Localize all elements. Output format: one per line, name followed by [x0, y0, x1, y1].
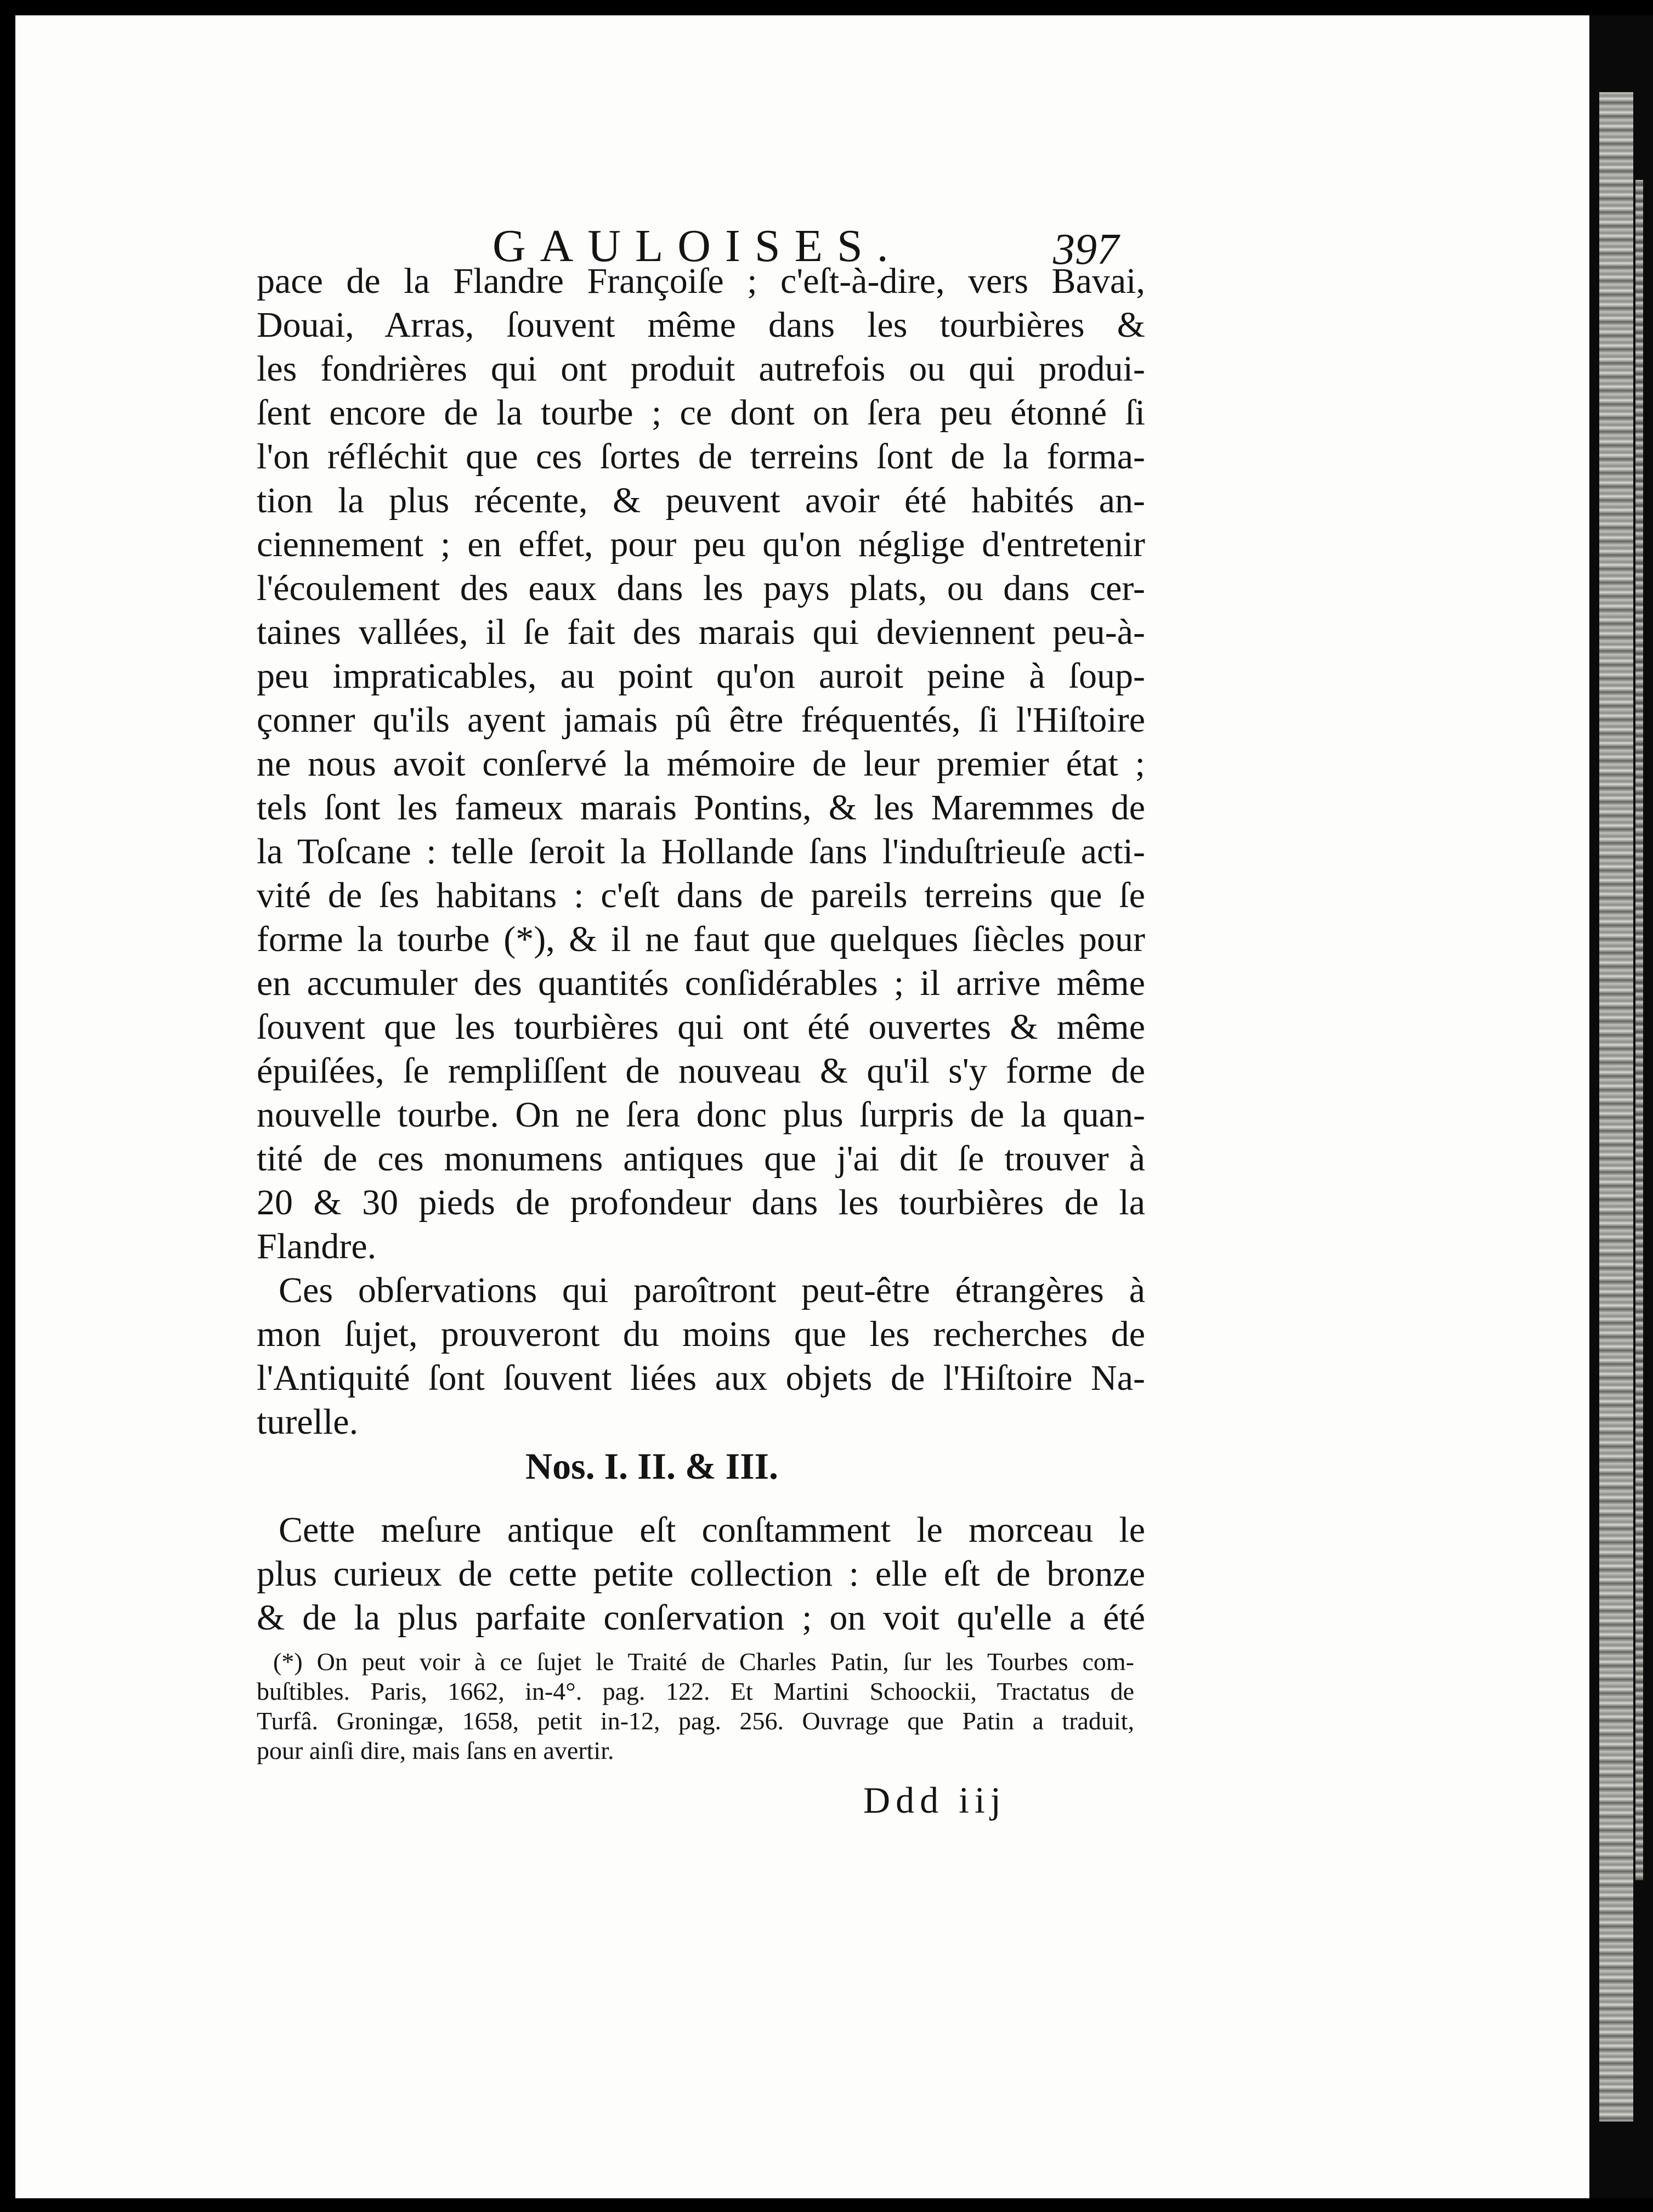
- page-edge-strip: [1635, 180, 1643, 1880]
- body-line: taines vallées, il ſe fait des marais qui deviennent peu-à-: [257, 612, 1145, 652]
- body-line: turelle.: [257, 1402, 359, 1442]
- book-page: [15, 15, 1589, 2198]
- section-line: & de la plus parfaite conſervation ; on voit qu'elle a été: [257, 1598, 1145, 1638]
- body-line: nouvelle tourbe. On ne ſera donc plus ſurpris de la quan-: [257, 1095, 1145, 1135]
- footnote-line: pour ainſi dire, mais ſans en avertir.: [257, 1736, 614, 1764]
- body-line: Ces obſervations qui paroîtront peut-être étrangères à: [279, 1270, 1145, 1310]
- page-number: 397: [1053, 225, 1119, 274]
- running-title: GAULOISES.: [492, 220, 903, 271]
- body-line: pace de la Flandre Françoiſe ; c'eſt-à-dire, vers Bavai,: [257, 261, 1145, 301]
- body-line: forme la tourbe (*), & il ne faut que quelques ſiècles pour: [257, 919, 1145, 959]
- body-line: l'Antiquité ſont ſouvent liées aux objets de l'Hiſtoire Na-: [257, 1358, 1145, 1398]
- signature-mark: Ddd iij: [863, 1779, 1006, 1821]
- footnote-line: (*) On peut voir à ce ſujet le Traité de Charles Patin, ſur les Tourbes com-: [273, 1648, 1134, 1676]
- body-line: épuiſées, ſe rempliſſent de nouveau & qu'il s'y forme de: [257, 1051, 1145, 1091]
- body-line: l'écoulement des eaux dans les pays plats, ou dans cer-: [257, 568, 1145, 608]
- body-line: 20 & 30 pieds de profondeur dans les tourbières de la: [257, 1183, 1145, 1223]
- body-line: ſouvent que les tourbières qui ont été ouvertes & même: [257, 1007, 1145, 1047]
- section-heading: Nos. I. II. & III.: [525, 1445, 778, 1487]
- body-line: la Toſcane : telle ſeroit la Hollande ſans l'induſtrieuſe acti-: [257, 831, 1145, 872]
- page-edge-strip: [1599, 92, 1633, 2122]
- footnote-line: buſtibles. Paris, 1662, in-4°. pag. 122. Et Martini Schoockii, Tractatus de: [257, 1677, 1134, 1705]
- body-line: ne nous avoit conſervé la mémoire de leur premier état ;: [257, 744, 1145, 784]
- body-line: tité de ces monumens antiques que j'ai dit ſe trouver à: [257, 1139, 1145, 1179]
- body-line: vité de ſes habitans : c'eſt dans de pareils terreins que ſe: [257, 875, 1145, 915]
- body-line: en accumuler des quantités conſidérables ; il arrive même: [257, 963, 1145, 1003]
- body-line: Flandre.: [257, 1226, 377, 1266]
- adjacent-pages-edge: [1589, 15, 1653, 2198]
- body-line: ciennement ; en effet, pour peu qu'on néglige d'entretenir: [257, 524, 1145, 564]
- body-line: les fondrières qui ont produit autrefois ou qui produi-: [257, 349, 1145, 389]
- footnote-line: Turfâ. Groningæ, 1658, petit in-12, pag. 256. Ouvrage que Patin a traduit,: [257, 1707, 1134, 1735]
- body-line: mon ſujet, prouveront du moins que les recherches de: [257, 1314, 1145, 1354]
- body-line: Douai, Arras, ſouvent même dans les tourbières &: [257, 305, 1145, 345]
- body-line: çonner qu'ils ayent jamais pû être fréquentés, ſi l'Hiſtoire: [257, 700, 1145, 740]
- body-line: l'on réfléchit que ces ſortes de terreins ſont de la forma-: [257, 437, 1145, 477]
- body-line: tels ſont les fameux marais Pontins, & les Maremmes de: [257, 788, 1145, 828]
- section-line: plus curieux de cette petite collection : elle eſt de bronze: [257, 1554, 1145, 1594]
- body-line: peu impraticables, au point qu'on auroit peine à ſoup-: [257, 656, 1145, 696]
- body-line: ſent encore de la tourbe ; ce dont on ſera peu étonné ſi: [257, 393, 1145, 433]
- section-line: Cette meſure antique eſt conſtamment le morceau le: [279, 1510, 1145, 1550]
- body-line: tion la plus récente, & peuvent avoir été habités an-: [257, 480, 1145, 521]
